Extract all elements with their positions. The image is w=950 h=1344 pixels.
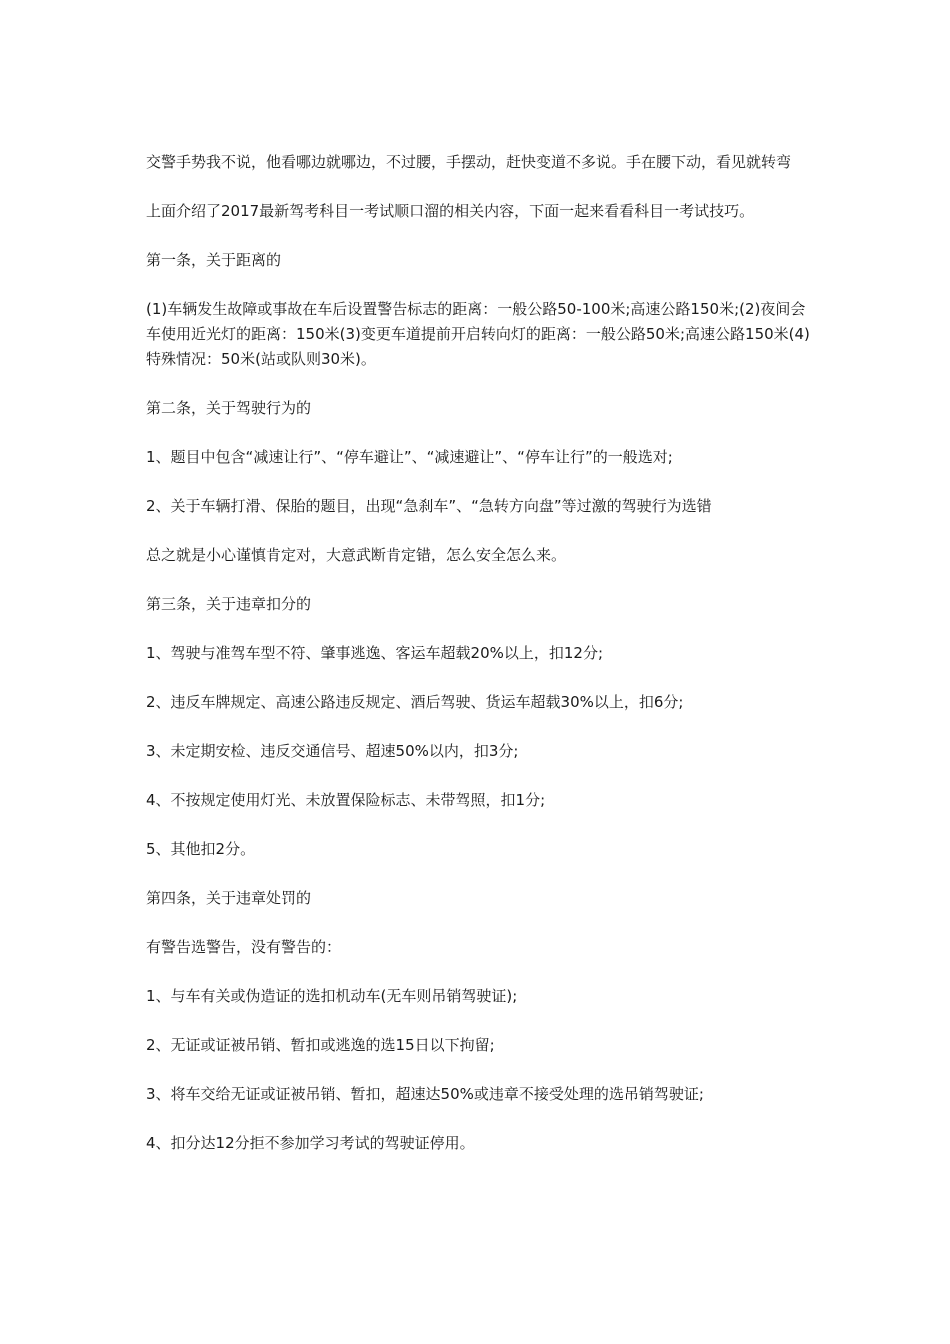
list-item: 1、与车有关或伪造证的选扣机动车(无车则吊销驾驶证); [146,987,518,1005]
paragraph-warning-rule: 有警告选警告，没有警告的： [146,938,342,956]
section-heading-distance: 第一条，关于距离的 [146,251,282,269]
paragraph-distance-rules: (1)车辆发生故障或事故在车后设置警告标志的距离：一般公路50-100米;高速公路150米;(2)夜间会车使用近光灯的距离：150米(3)变更车道提前开启转向灯的距离：一般公路50米;高速公路150米(4)特殊情况：50米(站或队则30米)。 [146,300,810,368]
list-item: 4、不按规定使用灯光、未放置保险标志、未带驾照，扣1分; [146,791,546,809]
paragraph-traffic-police-gestures: 交警手势我不说，他看哪边就哪边，不过腰，手摆动，赶快变道不多说。手在腰下动，看见就转弯 [146,153,792,171]
list-item: 5、其他扣2分。 [146,840,256,858]
list-item: 3、未定期安检、违反交通信号、超速50%以内，扣3分; [146,742,519,760]
section-heading-penalty-points: 第三条，关于违章扣分的 [146,595,312,613]
list-item: 1、题目中包含“减速让行”、“停车避让”、“减速避让”、“停车让行”的一般选对; [146,448,673,466]
paragraph-summary: 总之就是小心谨慎肯定对，大意武断肯定错，怎么安全怎么来。 [146,546,567,564]
list-item: 4、扣分达12分拒不参加学习考试的驾驶证停用。 [146,1134,475,1152]
list-item: 2、关于车辆打滑、保胎的题目，出现“急刹车”、“急转方向盘”等过激的驾驶行为选错 [146,497,712,515]
paragraph-intro: 上面介绍了2017最新驾考科目一考试顺口溜的相关内容，下面一起来看看科目一考试技巧。 [146,202,755,220]
list-item: 2、无证或证被吊销、暂扣或逃逸的选15日以下拘留; [146,1036,495,1054]
section-heading-driving-behavior: 第二条，关于驾驶行为的 [146,399,312,417]
section-heading-violation-penalties: 第四条，关于违章处罚的 [146,889,312,907]
document-page [146,150,814,1180]
list-item: 3、将车交给无证或证被吊销、暂扣，超速达50%或违章不接受处理的选吊销驾驶证; [146,1085,704,1103]
list-item: 1、驾驶与准驾车型不符、肇事逃逸、客运车超载20%以上，扣12分; [146,644,604,662]
list-item: 2、违反车牌规定、高速公路违反规定、酒后驾驶、货运车超载30%以上，扣6分; [146,693,684,711]
